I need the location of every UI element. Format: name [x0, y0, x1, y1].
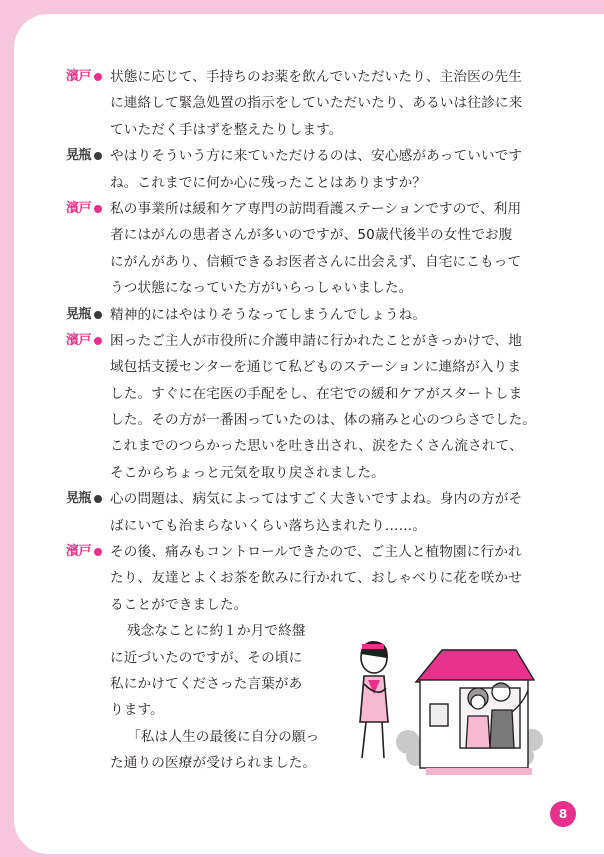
line-text: 残念なことに約１か月で終盤 — [127, 623, 306, 640]
line-text: 心の問題は、病気によってはすごく大きいですよね。身内の方がそ — [110, 491, 523, 508]
text-line — [66, 64, 586, 90]
line-text: ね。これまでに何か心に残ったことはありますか？ — [110, 174, 427, 191]
speaker-label — [66, 302, 102, 328]
speaker-name: 晃瓶 — [66, 148, 92, 164]
line-text: に連絡して緊急処置の指示をしていただいたり、あるいは往診に来 — [110, 95, 523, 112]
text-line — [66, 196, 586, 222]
nurse-figure — [360, 642, 388, 758]
line-text: 状態に応じて、手持ちのお薬を飲んでいただいたり、主治医の先生 — [110, 69, 523, 85]
speaker-label — [66, 143, 102, 169]
speaker-label — [66, 64, 102, 90]
text-line — [66, 539, 586, 565]
text-line — [66, 328, 586, 354]
line-text: これまでのつらかった思いを吐き出され、涙をたくさん流されて、 — [110, 438, 523, 455]
line-text: 精神的にはやはりそうなってしまうんでしょうね。 — [110, 306, 427, 323]
speaker-bullet-icon — [94, 548, 102, 556]
line-text: した。すぐに在宅医の手配をし、在宅での緩和ケアがスタートしま — [110, 385, 523, 402]
speaker-name: 濱戸 — [66, 332, 92, 348]
ground-strip — [426, 768, 532, 775]
text-line — [66, 143, 586, 169]
speaker-name: 濱戸 — [66, 544, 92, 560]
speaker-name: 晃瓶 — [66, 491, 92, 507]
text-line — [66, 170, 586, 196]
text-line — [66, 460, 586, 486]
text-line — [66, 513, 586, 539]
text-line — [66, 117, 586, 143]
text-line — [66, 565, 586, 591]
line-text: やはりそういう方に来ていただけるのは、安心感があっていいです — [110, 148, 523, 165]
text-line — [66, 407, 586, 433]
speaker-label — [66, 539, 102, 565]
speaker-bullet-icon — [94, 337, 102, 345]
line-text: ります。 — [110, 702, 164, 719]
text-line — [66, 381, 586, 407]
speaker-bullet-icon — [94, 311, 102, 319]
line-text: 私の事業所は緩和ケア専門の訪問看護ステーションですので、利用 — [110, 200, 522, 217]
speaker-bullet-icon — [94, 205, 102, 213]
speaker-bullet-icon — [94, 73, 102, 81]
text-line — [66, 249, 586, 275]
text-line — [66, 302, 586, 328]
speaker-name: 晃瓶 — [66, 306, 92, 322]
text-line — [66, 592, 586, 618]
speaker-bullet-icon — [94, 495, 102, 503]
line-text: ばにいても治まらないくらい落ち込まれたり……。 — [110, 517, 427, 534]
text-line — [66, 222, 586, 248]
speaker-name: 濱戸 — [66, 200, 92, 216]
home-visit-illustration — [338, 632, 548, 792]
speaker-bullet-icon — [94, 152, 102, 160]
line-text: うつ状態になっていた方がいらっしゃいました。 — [110, 280, 413, 297]
text-line — [66, 433, 586, 459]
line-text: した。その方が一番困っていたのは、体の痛みと心のつらさでした。 — [110, 412, 537, 429]
line-text: たり、友達とよくお茶を飲みに行かれて、おしゃべりに花を咲かせ — [110, 570, 523, 587]
line-text: ていただく手はずを整えたりします。 — [110, 121, 343, 138]
text-line — [66, 486, 586, 512]
line-text: 「私は人生の最後に自分の願っ — [127, 728, 320, 745]
line-text: ることができました。 — [110, 596, 248, 613]
speaker-name: 濱戸 — [66, 69, 92, 84]
line-text: 私にかけてくださった言葉があ — [110, 675, 303, 692]
page-number: 8 — [550, 801, 576, 827]
line-text: にがんがあり、信頼できるお医者さんに出会えず、自宅にこもって — [110, 253, 522, 270]
line-text: 困ったご主人が市役所に介護申請に行かれたことがきっかけで、地 — [110, 332, 523, 349]
speaker-label — [66, 196, 102, 222]
speaker-label — [66, 486, 102, 512]
line-text: 者にはがんの患者さんが多いのですが、50歳代後半の女性でお腹 — [110, 227, 513, 244]
text-line — [66, 354, 586, 380]
line-text: 域包括支援センターを通じて私どものステーションに連絡が入りま — [110, 359, 521, 376]
text-line — [66, 275, 586, 301]
line-text: そこからちょっと元気を取り戻されました。 — [110, 464, 385, 481]
text-line — [66, 90, 586, 116]
line-text: その後、痛みもコントロールできたので、ご主人と植物園に行かれ — [110, 544, 522, 561]
line-text: た通りの医療が受けられました。 — [110, 755, 317, 772]
speaker-label — [66, 328, 102, 354]
line-text: に近づいたのですが、その頃に — [110, 649, 303, 666]
